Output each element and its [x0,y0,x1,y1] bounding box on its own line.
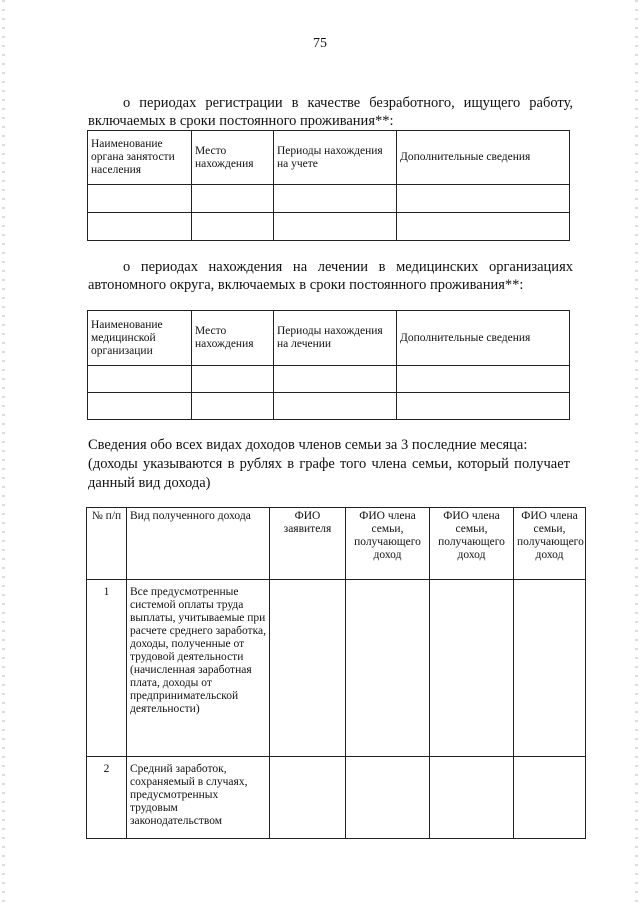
income-type-text: Все предусмотренные системой оплаты труда выплаты, учитываемые при расчете среднего заработка, доходы, полученные от трудовой деятельности (начисленная заработная плата, доходы от предпринимательской деятельности) [127,580,270,757]
empty-cell[interactable] [192,213,274,241]
header-cell: Наименование органа занятости населения [88,131,192,185]
empty-cell[interactable] [270,580,346,757]
empty-cell[interactable] [88,213,192,241]
table-row [88,213,570,241]
table-row [88,366,570,393]
empty-cell[interactable] [88,185,192,213]
income-type-text: Средний заработок, сохраняемый в случаях, предусмотренных трудовым законодательством [127,757,270,839]
table-row [88,185,570,213]
header-cell-applicant: ФИО заявителя [270,508,346,580]
section3-line3: данный вид дохода) [88,475,211,491]
empty-cell[interactable] [88,393,192,420]
row-number: 2 [87,757,127,839]
header-cell: Периоды нахождения на учете [274,131,397,185]
left-edge-scan-marks [2,0,5,905]
empty-cell[interactable] [270,757,346,839]
header-cell-family-member: ФИО члена семьи, получающего доход [430,508,514,580]
header-cell: Место нахождения [192,311,274,366]
empty-cell[interactable] [430,580,514,757]
empty-cell[interactable] [514,757,586,839]
empty-cell[interactable] [274,393,397,420]
table-row [87,757,586,839]
table-header-row [88,311,570,366]
section3-line2: (доходы указываются в рублях в графе того члена семьи, который получает [88,456,570,472]
unemployment-periods-table [87,130,570,241]
page-number: 75 [313,36,327,51]
table-row [87,580,586,757]
empty-cell[interactable] [346,757,430,839]
header-cell-family-member: ФИО члена семьи, получающего доход [346,508,430,580]
empty-cell[interactable] [397,366,570,393]
empty-cell[interactable] [514,580,586,757]
empty-cell[interactable] [346,580,430,757]
medical-treatment-table [87,310,570,420]
empty-cell[interactable] [397,213,570,241]
header-cell-income-type: Вид полученного дохода [127,508,270,580]
section2-line2: автономного округа, включаемых в сроки постоянного проживания**: [88,277,524,293]
right-edge-scan-marks [635,0,638,905]
empty-cell[interactable] [192,366,274,393]
empty-cell[interactable] [88,366,192,393]
empty-cell[interactable] [430,757,514,839]
family-income-table [86,507,586,839]
row-number: 1 [87,580,127,757]
table-header-row [88,131,570,185]
empty-cell[interactable] [274,213,397,241]
empty-cell[interactable] [192,393,274,420]
section1-line2: включаемых в сроки постоянного проживания**: [88,113,394,129]
header-cell: Место нахождения [192,131,274,185]
header-cell: Дополнительные сведения [397,131,570,185]
section1-line1: о периодах регистрации в качестве безработного, ищущего работу, [123,95,573,111]
table-header-row [87,508,586,580]
header-cell: Дополнительные сведения [397,311,570,366]
empty-cell[interactable] [397,185,570,213]
empty-cell[interactable] [274,366,397,393]
empty-cell[interactable] [397,393,570,420]
header-cell: Периоды нахождения на лечении [274,311,397,366]
empty-cell[interactable] [192,185,274,213]
header-cell: Наименование медицинской организации [88,311,192,366]
section3-line1: Сведения обо всех видах доходов членов семьи за 3 последние месяца: [88,437,528,453]
header-cell-family-member: ФИО члена семьи, получающего доход [514,508,586,580]
section2-line1: о периодах нахождения на лечении в медицинских организациях [123,259,573,275]
table-row [88,393,570,420]
header-cell-number: № п/п [87,508,127,580]
empty-cell[interactable] [274,185,397,213]
